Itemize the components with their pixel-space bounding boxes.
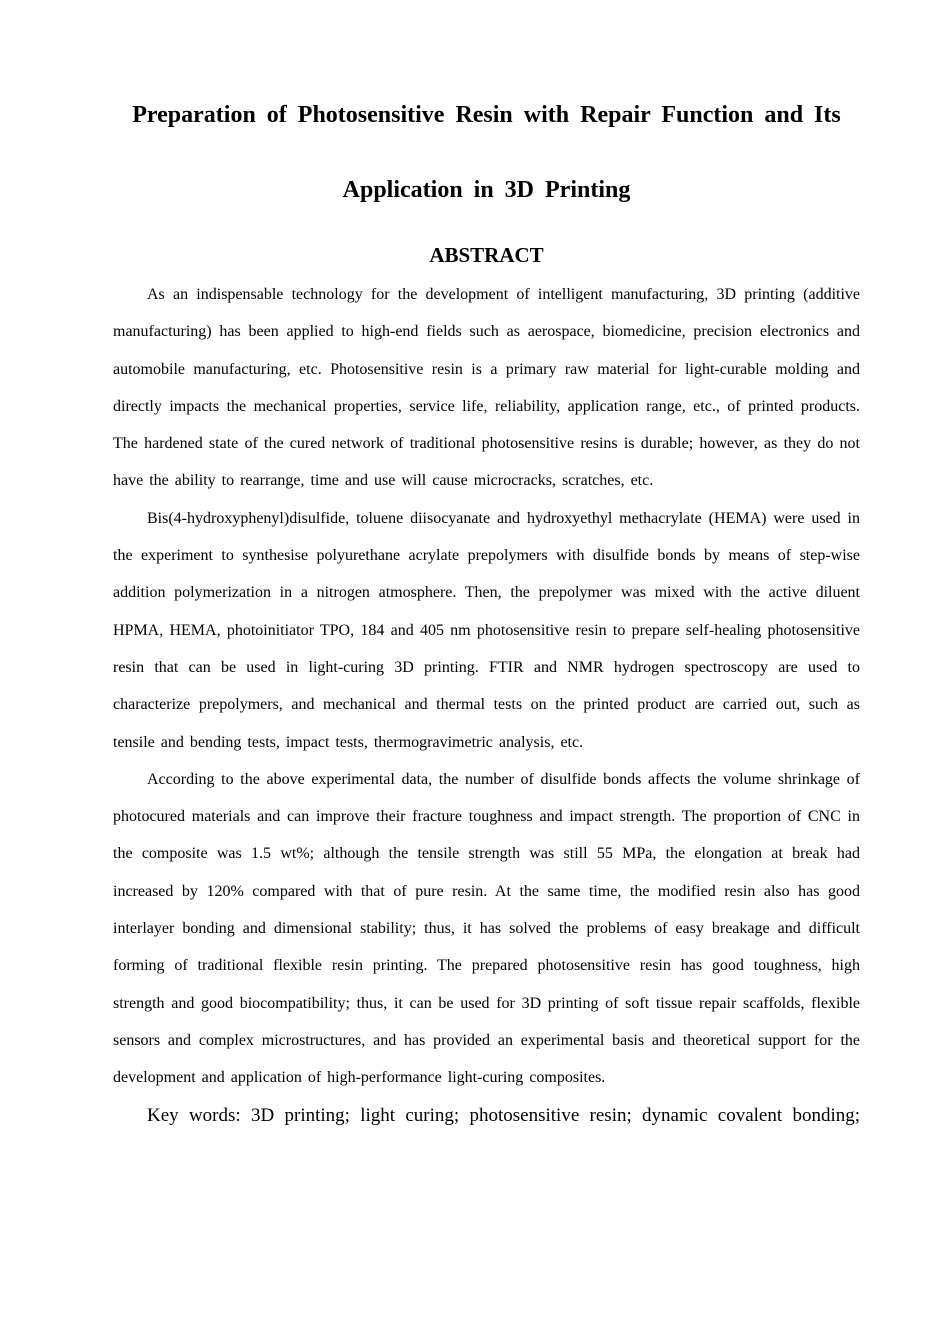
keywords-line: Key words: 3D printing; light curing; photosensitive resin; dynamic covalent bonding; (147, 1104, 860, 1126)
page-title-line-2: Application in 3D Printing (342, 177, 631, 203)
abstract-body (113, 276, 860, 1134)
abstract-paragraph-2: Bis(4-hydroxyphenyl)disulfide, toluene diisocyanate and hydroxyethyl methacrylate (HEMA) were used in the experiment to synthesise polyurethane acrylate prepolymers with disulfide bonds by means of step-wise addition polymerization in a nitrogen atmosphere. Then, the prepolymer was mixed with the active diluent HPMA, HEMA, photoinitiator TPO, 184 and 405 nm photosensitive resin to prepare self-healing photosensitive resin that can be used in light-curing 3D printing. FTIR and NMR hydrogen spectroscopy are used to characterize prepolymers, and mechanical and thermal tests on the printed product are carried out, such as tensile and bending tests, impact tests, thermogravimetric analysis, etc. (113, 509, 860, 751)
abstract-paragraph-1: As an indispensable technology for the development of intelligent manufacturing, 3D printing (additive manufacturing) has been applied to high-end fields such as aerospace, biomedicine, precision electronics and automobile manufacturing, etc. Photosensitive resin is a primary raw material for light-curable molding and directly impacts the mechanical properties, service life, reliability, application range, etc., of printed products. The hardened state of the cured network of traditional photosensitive resins is durable; however, as they do not have the ability to rearrange, time and use will cause microcracks, scratches, etc. (113, 286, 860, 490)
abstract-paragraph-3: According to the above experimental data, the number of disulfide bonds affects the volume shrinkage of photocured materials and can improve their fracture toughness and impact strength. The proportion of CNC in the composite was 1.5 wt%; although the tensile strength was still 55 MPa, the elongation at break had increased by 120% compared with that of pure resin. At the same time, the modified resin also has good interlayer bonding and dimensional stability; thus, it has solved the problems of easy breakage and difficult forming of traditional flexible resin printing. The prepared photosensitive resin has good toughness, high strength and good biocompatibility; thus, it can be used for 3D printing of soft tissue repair scaffolds, flexible sensors and complex microstructures, and has provided an experimental basis and theoretical support for the development and application of high-performance light-curing composites. (113, 770, 860, 1087)
page-title-line-1: Preparation of Photosensitive Resin with Repair Function and Its (132, 102, 841, 128)
abstract-heading: ABSTRACT (429, 243, 544, 267)
